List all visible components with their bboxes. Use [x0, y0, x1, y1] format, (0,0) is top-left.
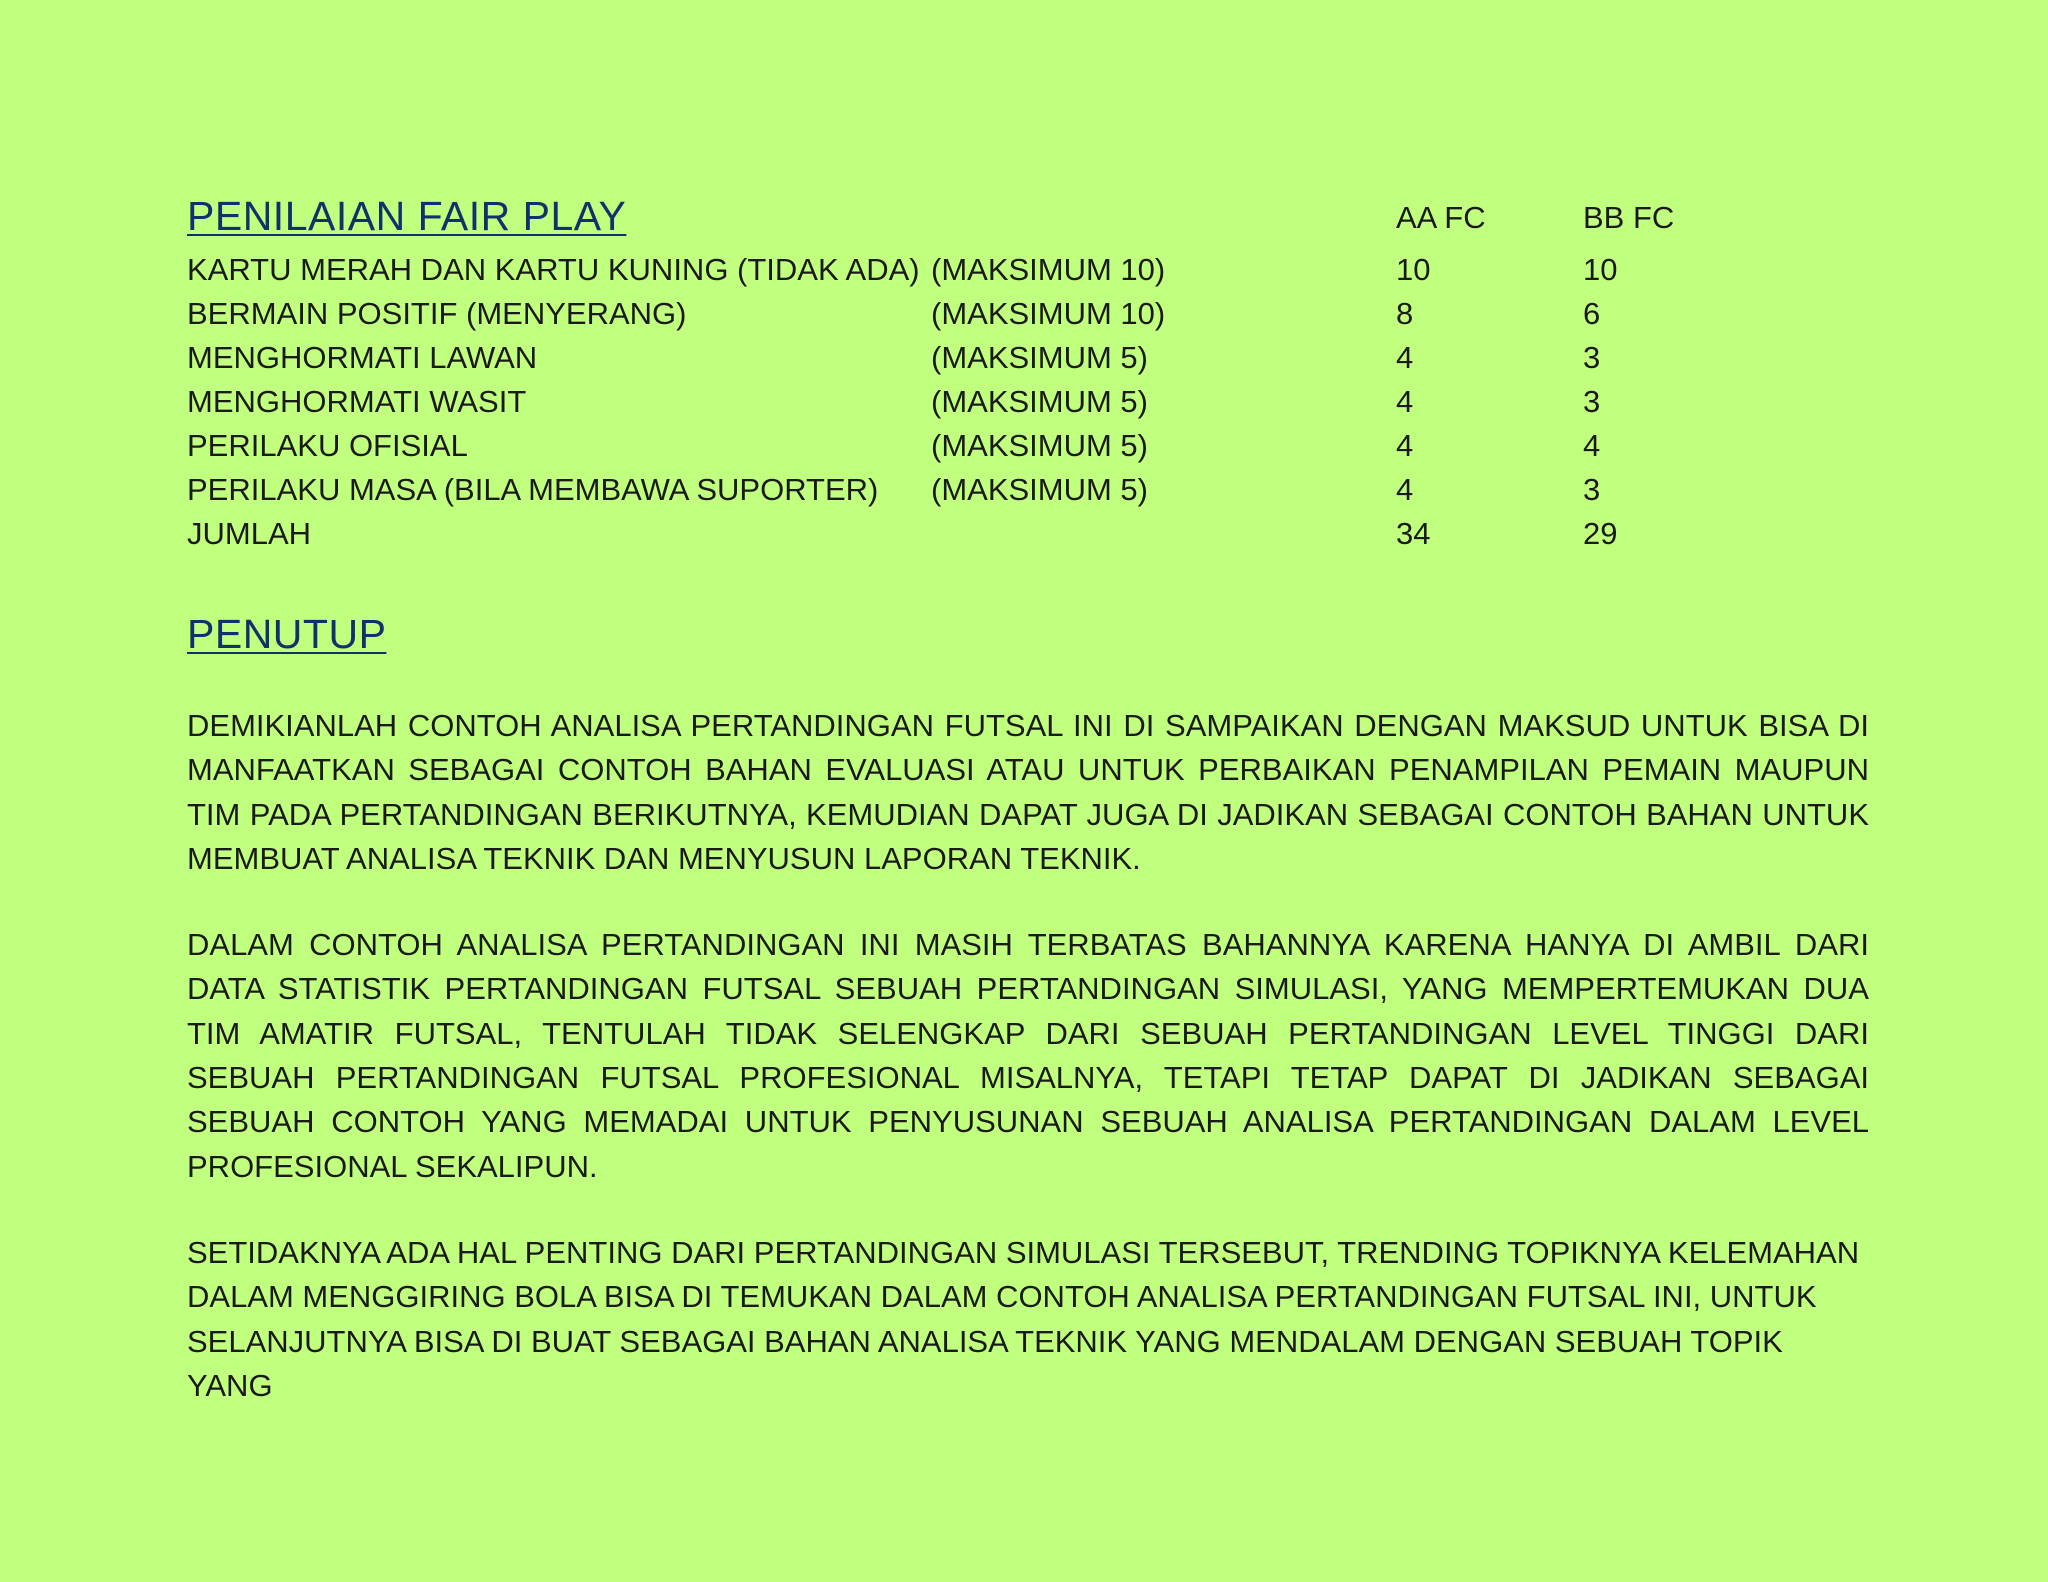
fair-play-row: [187, 424, 1869, 468]
criteria-label: PERILAKU MASA (BILA MEMBAWA SUPORTER): [187, 472, 879, 507]
team-b-score: 3: [1583, 472, 1601, 507]
max-score: (MAKSIMUM 5): [931, 340, 1148, 375]
closing-paragraph: DEMIKIANLAH CONTOH ANALISA PERTANDINGAN FUTSAL INI DI SAMPAIKAN DENGAN MAKSUD UNTUK BISA DI MANFAATKAN SEBAGAI CONTOH BAHAN EVALUASI ATAU UNTUK PERBAIKAN PENAMPILAN PEMAIN MAUPUN TIM PADA PERTANDINGAN BERIKUTNYA, KEMUDIAN DAPAT JUGA DI JADIKAN SEBAGAI CONTOH BAHAN UNTUK MEMBUAT ANALISA TEKNIK DAN MENYUSUN LAPORAN TEKNIK.: [187, 708, 1869, 876]
team-a-score: 4: [1396, 340, 1414, 375]
fair-play-row: [187, 336, 1869, 380]
team-a-score: 4: [1396, 472, 1414, 507]
fair-play-table: [187, 248, 1869, 556]
team-a-score: 4: [1396, 384, 1414, 419]
team-b-score: 3: [1583, 384, 1601, 419]
max-score: (MAKSIMUM 10): [931, 252, 1166, 287]
closing-paragraph: SETIDAKNYA ADA HAL PENTING DARI PERTANDINGAN SIMULASI TERSEBUT, TRENDING TOPIKNYA KELEMAHAN DALAM MENGGIRING BOLA BISA DI TEMUKAN DALAM CONTOH ANALISA PERTANDINGAN FUTSAL INI, UNTUK SELANJUTNYA BISA DI BUAT SEBAGAI BAHAN ANALISA TEKNIK YANG MENDALAM DENGAN SEBUAH TOPIK YANG: [187, 1234, 1860, 1403]
team-b-total: 29: [1583, 516, 1618, 551]
max-score: (MAKSIMUM 5): [931, 472, 1148, 507]
closing-paragraph: DALAM CONTOH ANALISA PERTANDINGAN INI MASIH TERBATAS BAHANNYA KARENA HANYA DI AMBIL DARI DATA STATISTIK PERTANDINGAN FUTSAL SEBUAH PERTANDINGAN SIMULASI, YANG MEMPERTEMUKAN DUA TIM AMATIR FUTSAL, TENTULAH TIDAK SELENGKAP DARI SEBUAH PERTANDINGAN LEVEL TINGGI DARI SEBUAH PERTANDINGAN FUTSAL PROFESIONAL MISALNYA, TETAPI TETAP DAPAT DI JADIKAN SEBAGAI SEBUAH CONTOH YANG MEMADAI UNTUK PENYUSUNAN SEBUAH ANALISA PERTANDINGAN DALAM LEVEL PROFESIONAL SEKALIPUN.: [187, 927, 1869, 1184]
max-score: (MAKSIMUM 10): [931, 296, 1166, 331]
team-b-score: 10: [1583, 252, 1618, 287]
max-score: (MAKSIMUM 5): [931, 428, 1148, 463]
closing-title: PENUTUP: [187, 611, 387, 657]
criteria-label: PERILAKU OFISIAL: [187, 428, 468, 463]
fair-play-header-row: [187, 188, 1869, 248]
fair-play-total-row: [187, 512, 1869, 556]
team-b-score: 6: [1583, 296, 1601, 331]
team-b-score: 4: [1583, 428, 1601, 463]
fair-play-row: [187, 292, 1869, 336]
team-a-score: 10: [1396, 252, 1431, 287]
team-b-header: BB FC: [1583, 200, 1675, 235]
criteria-label: BERMAIN POSITIF (MENYERANG): [187, 296, 687, 331]
fair-play-row: [187, 248, 1869, 292]
criteria-label: MENGHORMATI WASIT: [187, 384, 527, 419]
team-a-score: 4: [1396, 428, 1414, 463]
team-a-score: 8: [1396, 296, 1414, 331]
total-label: JUMLAH: [187, 516, 312, 551]
fair-play-row: [187, 380, 1869, 424]
document-page: [187, 188, 1869, 1408]
max-score: (MAKSIMUM 5): [931, 384, 1148, 419]
fair-play-title: PENILAIAN FAIR PLAY: [187, 193, 627, 239]
team-b-score: 3: [1583, 340, 1601, 375]
fair-play-row: [187, 468, 1869, 512]
team-a-total: 34: [1396, 516, 1431, 551]
criteria-label: KARTU MERAH DAN KARTU KUNING (TIDAK ADA): [187, 252, 920, 287]
team-a-header: AA FC: [1396, 200, 1486, 235]
criteria-label: MENGHORMATI LAWAN: [187, 340, 538, 375]
